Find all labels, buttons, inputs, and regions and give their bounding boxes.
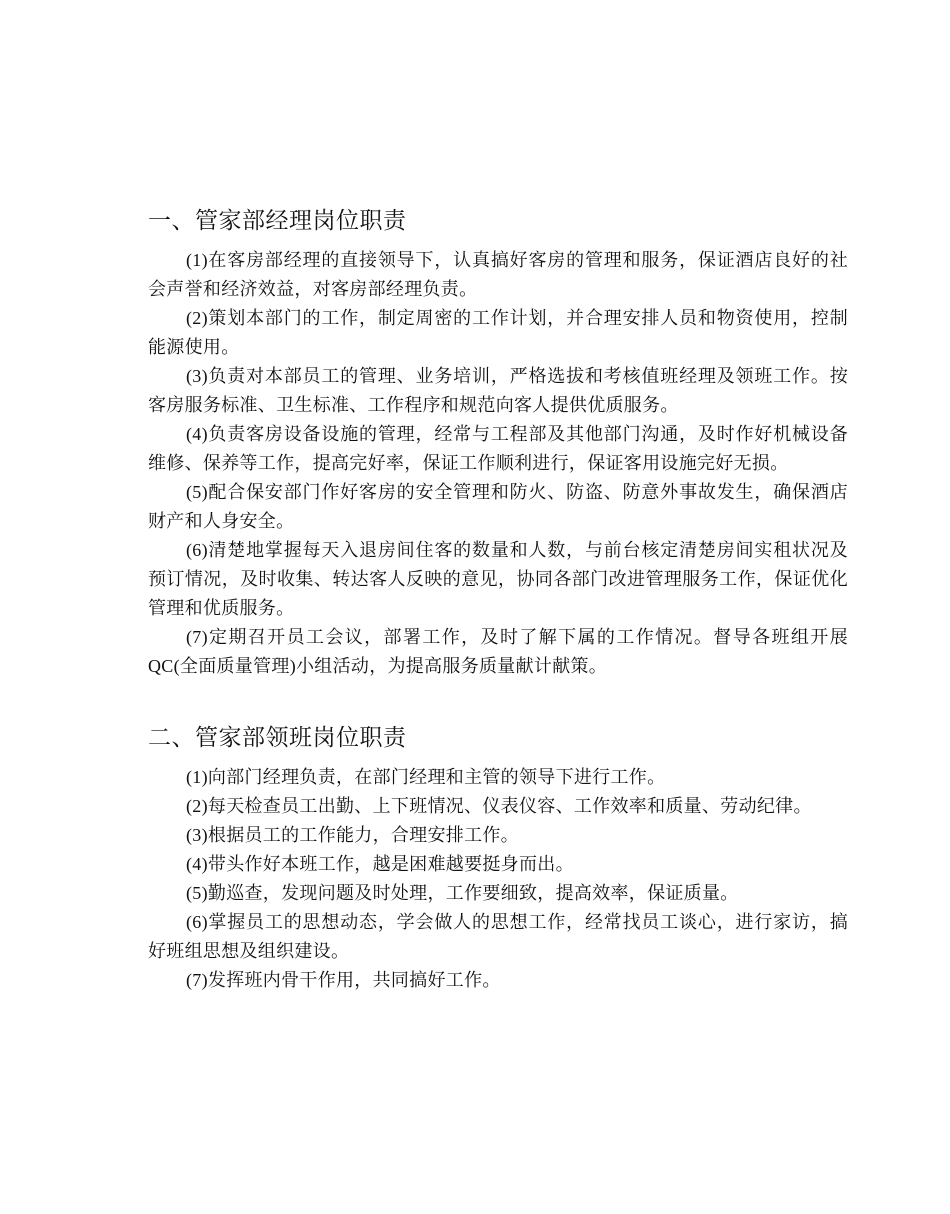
duty-item: (2)策划本部门的工作，制定周密的工作计划，并合理安排人员和物资使用，控制能源使用。 bbox=[148, 308, 848, 357]
duty-item: (6)掌握员工的思想动态，学会做人的思想工作，经常找员工谈心，进行家访，搞好班组思想及组织建设。 bbox=[148, 912, 848, 961]
duty-item: (7)发挥班内骨干作用，共同搞好工作。 bbox=[186, 970, 501, 990]
duty-item: (7)定期召开员工会议，部署工作，及时了解下属的工作情况。督导各班组开展 QC(全面质量管理)小组活动，为提高服务质量献计献策。 bbox=[148, 627, 848, 676]
duty-item: (5)勤巡查，发现问题及时处理，工作要细致，提高效率，保证质量。 bbox=[186, 883, 739, 903]
duty-item: (2)每天检查员工出勤、上下班情况、仪表仪容、工作效率和质量、劳动纪律。 bbox=[186, 796, 812, 816]
duty-item: (6)清楚地掌握每天入退房间住客的数量和人数，与前台核定清楚房间实租状况及预订情况，及时收集、转达客人反映的意见，协同各部门改进管理服务工作，保证优化管理和优质服务。 bbox=[148, 540, 848, 618]
duty-item: (1)向部门经理负责，在部门经理和主管的领导下进行工作。 bbox=[186, 767, 666, 787]
duty-item: (3)根据员工的工作能力，合理安排工作。 bbox=[186, 825, 519, 845]
section-heading: 一、管家部经理岗位职责 bbox=[148, 207, 407, 233]
section-supervisor-duties bbox=[148, 717, 848, 995]
section-manager-duties bbox=[148, 200, 848, 681]
section-heading: 二、管家部领班岗位职责 bbox=[148, 724, 407, 750]
document-page bbox=[148, 200, 848, 995]
duty-item: (1)在客房部经理的直接领导下，认真搞好客房的管理和服务，保证酒店良好的社会声誉和经济效益，对客房部经理负责。 bbox=[148, 250, 848, 299]
duty-item: (4)负责客房设备设施的管理，经常与工程部及其他部门沟通，及时作好机械设备维修、保养等工作，提高完好率，保证工作顺利进行，保证客用设施完好无损。 bbox=[148, 424, 848, 473]
duty-item: (5)配合保安部门作好客房的安全管理和防火、防盗、防意外事故发生，确保酒店财产和人身安全。 bbox=[148, 482, 848, 531]
duty-item: (3)负责对本部员工的管理、业务培训，严格选拔和考核值班经理及领班工作。按客房服务标准、卫生标准、工作程序和规范向客人提供优质服务。 bbox=[148, 366, 848, 415]
duty-item: (4)带头作好本班工作，越是困难越要挺身而出。 bbox=[186, 854, 574, 874]
